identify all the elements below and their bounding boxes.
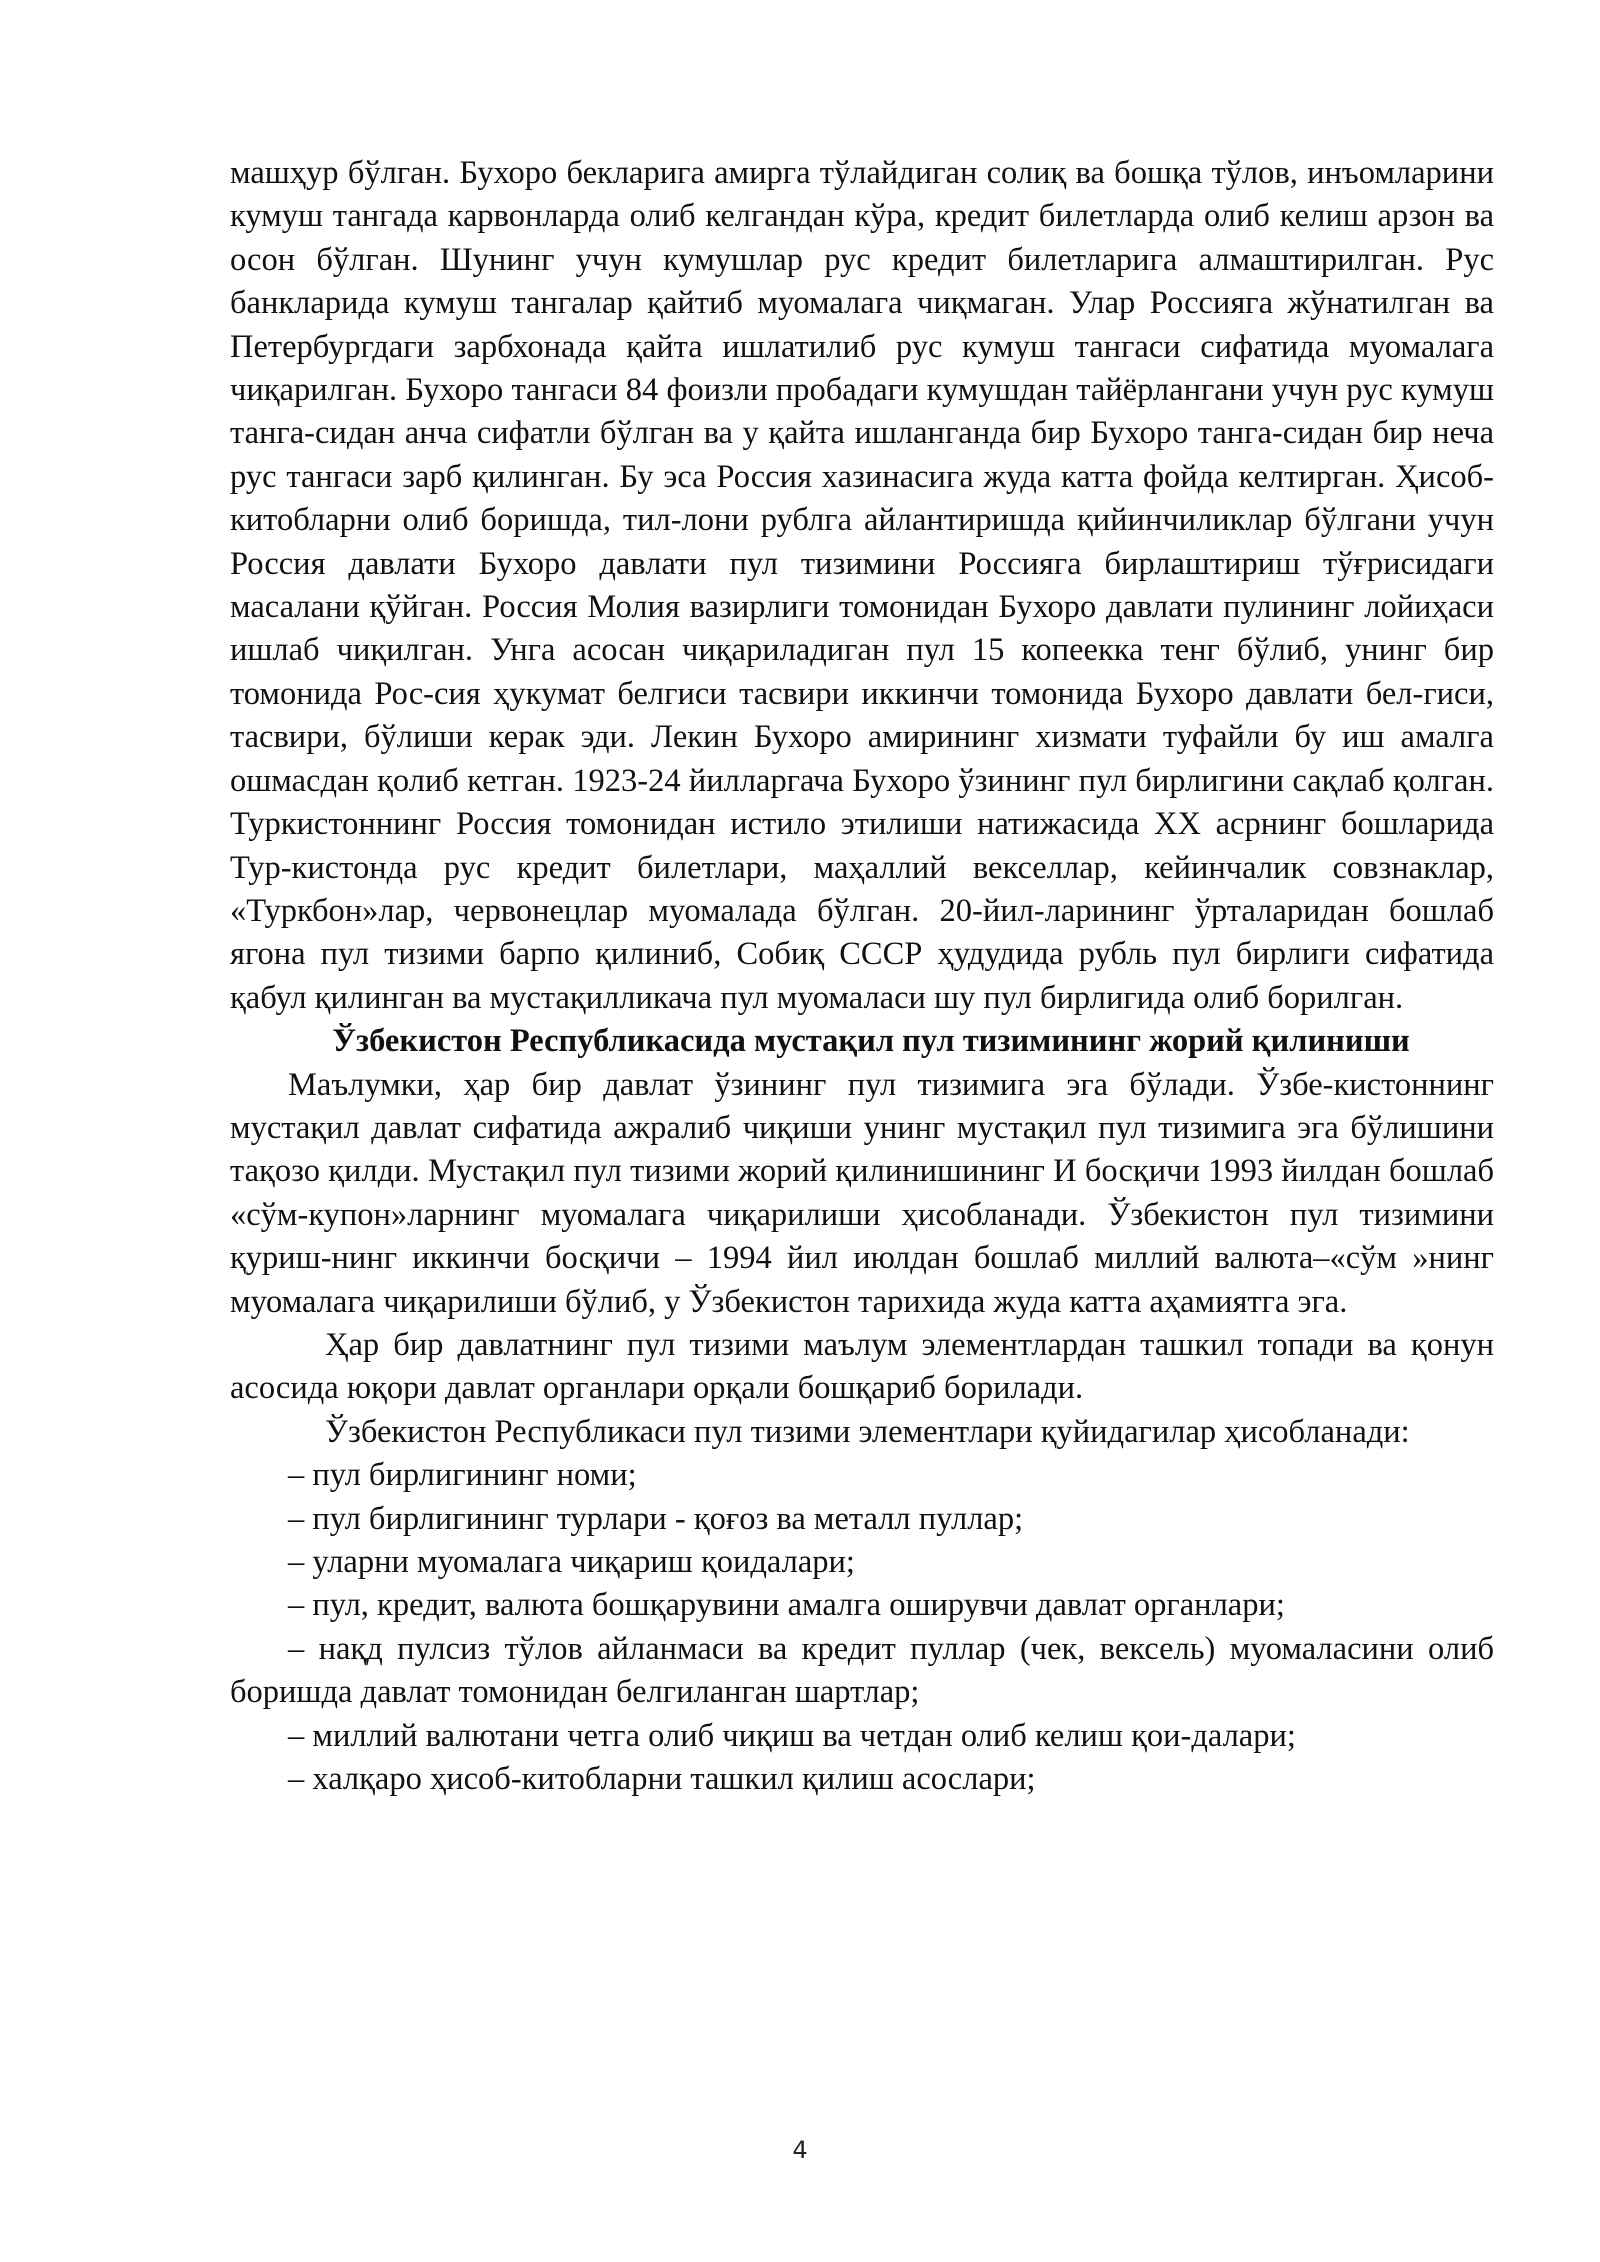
paragraph-bukhara-history: машҳур бўлган. Бухоро бекларига амирга тўлайдиган солиқ ва бошқа тўлов, инъомларини кумуш тангада карвонларда олиб келгандан кўра, кредит билетларда олиб келиш арзон ва осон бўлган. Шунинг учун кумушлар рус кредит билетларига алмаштирилган. Рус банкларида кумуш тангалар қайтиб муомалага чиқмаган. Улар Россияга жўнатилган ва Петербургдаги зарбхонада қайта ишлатилиб рус кумуш тангаси сифатида муомалага чиқарилган. Бухоро тангаси 84 фоизли пробадаги кумушдан тайёрлангани учун рус кумуш танга-сидан анча сифатли бўлган ва у қайта ишланганда бир Бухоро танга-сидан бир неча рус тангаси зарб қилинган. Бу эса Россия хазинасига жуда катта фойда келтирган. Ҳисоб-китобларни олиб боришда, тил-лони рублга айлантиришда қийинчиликлар бўлгани учун Россия давлати Бухоро давлати пул тизимини Россияга бирлаштириш тўғрисидаги масалани қўйган. Россия Молия вазирлиги томонидан Бухоро давлати пулининг лойиҳаси ишлаб чиқилган. Унга асосан чиқариладиган пул 15 копеекка тенг бўлиб, унинг бир томонида Рос-сия ҳукумат белгиси тасвири иккинчи томонида Бухоро давлати бел-гиси, тасвири, бўлиши керак эди. Лекин Бухоро амирининг хизмати туфайли бу иш амалга ошмасдан қолиб кетган. 1923-24 йилларгача Бухоро ўзининг пул бирлигини сақлаб қолган. Туркистоннинг Россия томонидан истило этилиши натижасида XX асрнинг бошларида Тур-кистонда рус кредит билетлари, маҳаллий векселлар, кейинчалик совзнаклар, «Туркбон»лар, червонецлар муомалада бўлган. 20-йил-ларининг ўрталаридан бошлаб ягона пул тизими барпо қилиниб, Собиқ СССР ҳудудида рубль пул бирлиги сифатида қабул қилинган ва мустақилликача пул муомаласи шу пул бирлигида олиб борилган. bbox=[230, 155, 1494, 1016]
list-item: – халқаро ҳисоб-китобларни ташкил қилиш асослари; bbox=[288, 1761, 1036, 1798]
paragraph-independence: Маълумки, ҳар бир давлат ўзининг пул тизимига эга бўлади. Ўзбе-кистоннинг мустақил давлат сифатида ажралиб чиқиши унинг мустақил пул тизимига эга бўлишини тақозо қилди. Мустақил пул тизими жорий қилинишининг И босқичи 1993 йилдан бошлаб «сўм-купон»ларнинг муомалага чиқарилиши ҳисобланади. Ўзбекистон пул тизимини қуриш-нинг иккинчи босқичи – 1994 йил июлдан бошлаб миллий валюта–«сўм »нинг муомалага чиқарилиши бўлиб, у Ўзбекистон тарихида жуда катта аҳамиятга эга. bbox=[230, 1066, 1494, 1320]
list-item: – уларни муомалага чиқариш қоидалари; bbox=[288, 1544, 855, 1580]
paragraph-money-system: Ҳар бир давлатнинг пул тизими маълум элементлардан ташкил топади ва қонун асосида юқори давлат органлари орқали бошқариб борилади. bbox=[230, 1326, 1494, 1407]
page-number: 4 bbox=[792, 2136, 808, 2164]
list-item: – пул бирлигининг турлари - қоғоз ва металл пуллар; bbox=[288, 1500, 1024, 1537]
document-page bbox=[230, 152, 1494, 1801]
list-item: – пул, кредит, валюта бошқарувини амалга оширувчи давлат органлари; bbox=[288, 1587, 1285, 1624]
section-heading: Ўзбекистон Республикасида мустақил пул тизимининг жорий қилиниши bbox=[332, 1023, 1410, 1060]
list-item: – миллий валютани четга олиб чиқиш ва четдан олиб келиш қои-далари; bbox=[288, 1717, 1296, 1754]
list-item: – пул бирлигининг номи; bbox=[288, 1457, 637, 1494]
list-item: – нақд пулсиз тўлов айланмаси ва кредит пуллар (чек, вексель) муомаласини олиб боришда давлат томонидан белгиланган шартлар; bbox=[230, 1630, 1494, 1711]
paragraph-elements-intro: Ўзбекистон Республикаси пул тизими элементлари қуйидагилар ҳисобланади: bbox=[325, 1413, 1410, 1450]
